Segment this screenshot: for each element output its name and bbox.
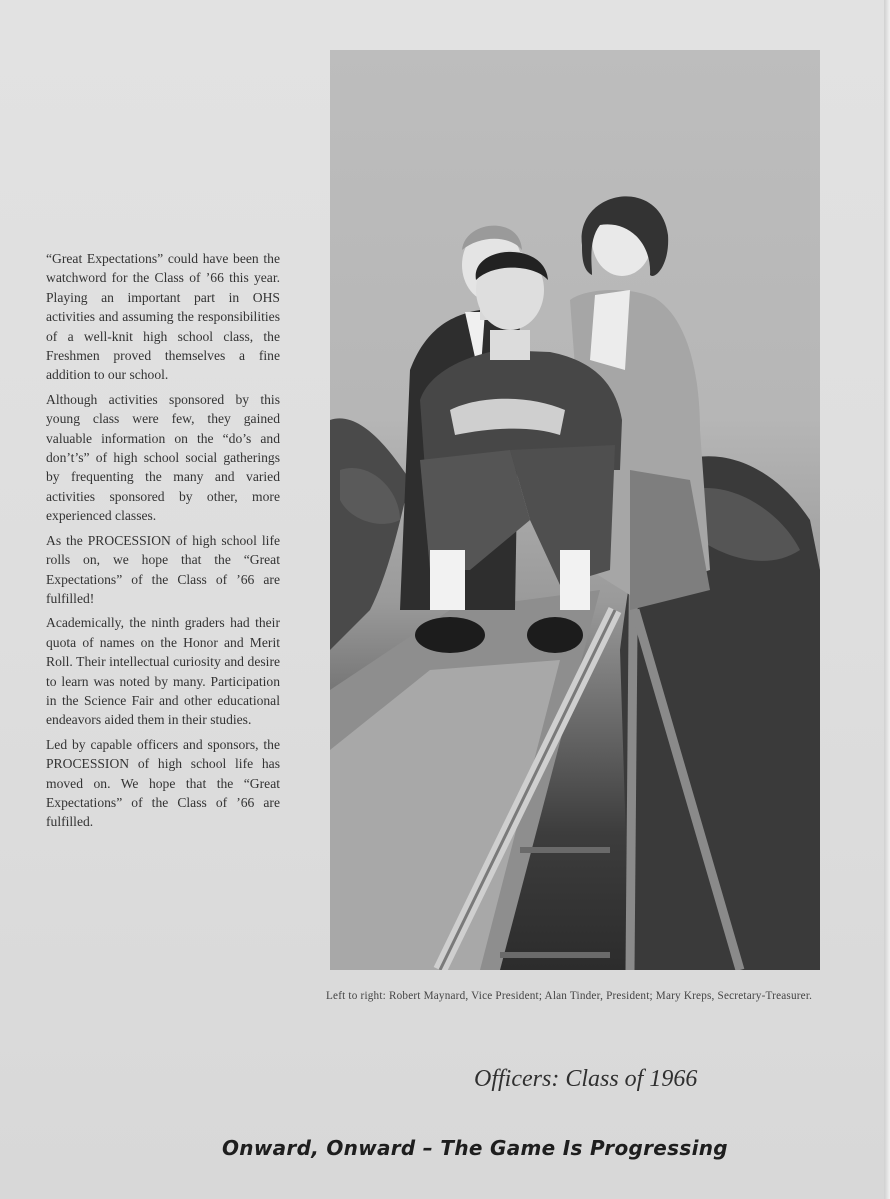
page-edge bbox=[884, 0, 890, 1199]
body-paragraph-5: Led by capable officers and sponsors, the PROCESSION of high school life has moved on. We hope that the “Great Expectations” of the Class of ’66 are fulfilled. bbox=[46, 736, 280, 830]
officers-title: Officers: Class of 1966 bbox=[474, 1066, 698, 1092]
officers-photo bbox=[330, 50, 820, 970]
officers-photo-illustration bbox=[330, 50, 820, 970]
photo-caption: Left to right: Robert Maynard, Vice President; Alan Tinder, President; Mary Kreps, Secretary-Treasurer. bbox=[326, 990, 813, 1002]
footer-motto: Onward, Onward – The Game Is Progressing bbox=[222, 1136, 728, 1160]
body-paragraph-4: Academically, the ninth graders had their quota of names on the Honor and Merit Roll. Their intellectual curiosity and desire to learn was noted by many. Participation in the Science Fair and other educational endeavors aided them in their studies. bbox=[46, 615, 280, 728]
body-paragraph-1: “Great Expectations” could have been the watchword for the Class of ’66 this year. Playing an important part in OHS activities and assuming the responsibilities of a well-knit high school class, the Freshmen proved themselves a fine addition to our school. bbox=[46, 251, 280, 383]
body-text-column bbox=[46, 249, 280, 837]
body-paragraph-2: Although activities sponsored by this young class were few, they gained valuable information on the “do’s and don’t’s” of high school social gatherings by frequenting the many and varied activities sponsored by other, more experienced classes. bbox=[46, 391, 280, 524]
body-paragraph-3: As the PROCESSION of high school life rolls on, we hope that the “Great Expectations” of the Class of ’66 are fulfilled! bbox=[46, 532, 280, 606]
